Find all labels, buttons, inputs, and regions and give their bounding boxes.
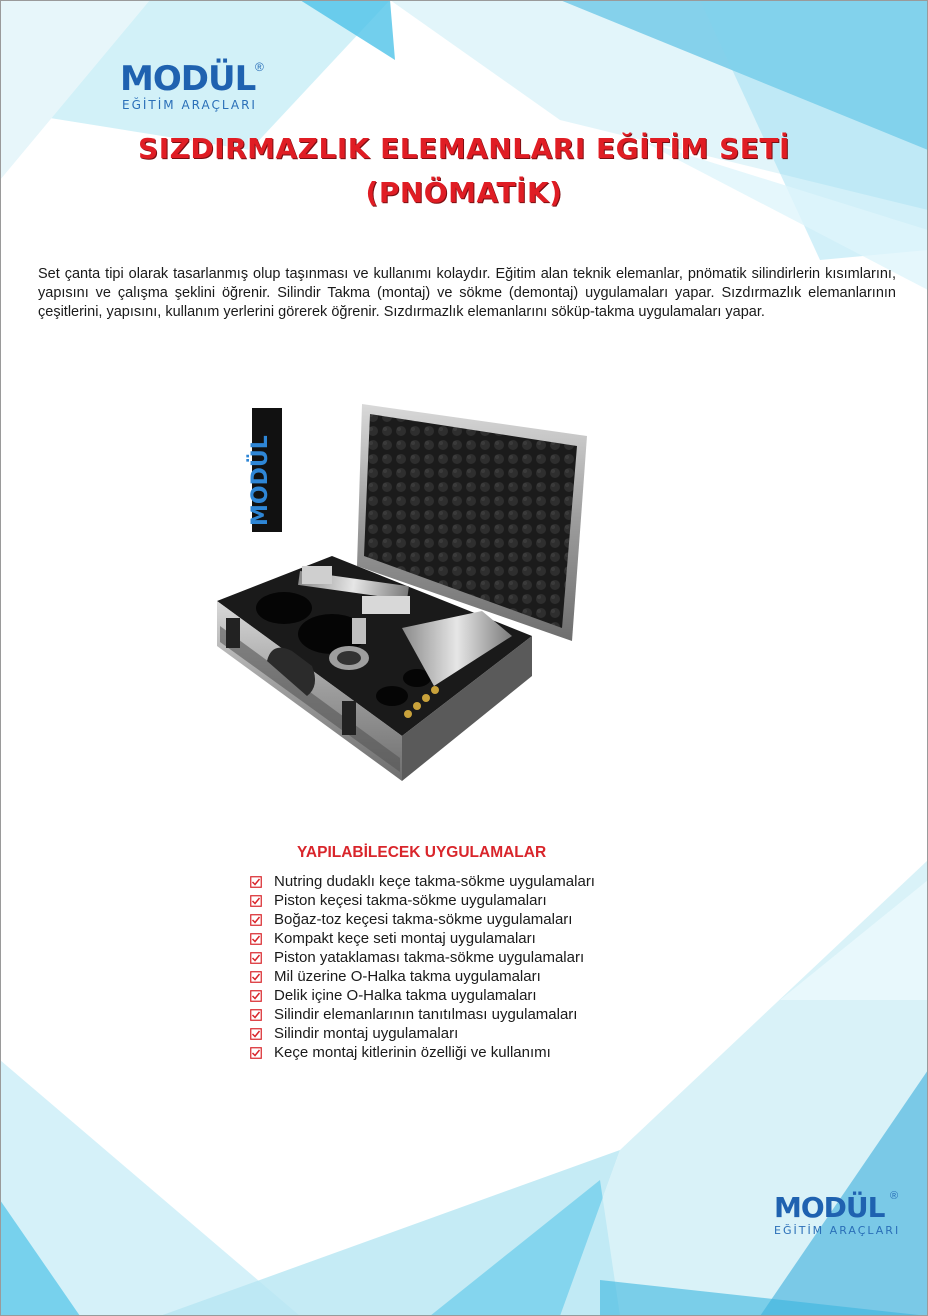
brand-name-footer: MODÜL — [774, 1191, 885, 1224]
brand-logo — [120, 59, 270, 112]
checkbox-checked-icon — [250, 933, 262, 945]
list-item-label: Silindir elemanlarının tanıtılması uygulamaları — [274, 1006, 578, 1023]
checkbox-checked-icon — [250, 1028, 262, 1040]
brand-logo-footer — [774, 1190, 914, 1237]
registered-mark-footer: ® — [890, 1190, 899, 1202]
svg-text:MODÜL: MODÜL — [248, 435, 273, 526]
registered-mark: ® — [255, 60, 264, 74]
list-item-label: Delik içine O-Halka takma uygulamaları — [274, 987, 537, 1004]
checkbox-checked-icon — [250, 990, 262, 1002]
brand-subtitle: EĞİTİM ARAÇLARI — [122, 98, 257, 112]
checkbox-checked-icon — [250, 1047, 262, 1059]
list-item — [250, 1043, 595, 1062]
list-item-label: Silindir montaj uygulamaları — [274, 1025, 459, 1042]
checkbox-checked-icon — [250, 1009, 262, 1021]
list-item — [250, 910, 595, 929]
list-item-label: Nutring dudaklı keçe takma-sökme uygulamaları — [274, 873, 595, 890]
list-item-label: Kompakt keçe seti montaj uygulamaları — [274, 930, 536, 947]
checkbox-checked-icon — [250, 914, 262, 926]
checkbox-checked-icon — [250, 895, 262, 907]
checkbox-checked-icon — [250, 971, 262, 983]
list-item — [250, 948, 595, 967]
list-item — [250, 1024, 595, 1043]
checkbox-checked-icon — [250, 952, 262, 964]
list-item — [250, 872, 595, 891]
list-item — [250, 967, 595, 986]
brand-subtitle-footer: EĞİTİM ARAÇLARI — [774, 1224, 901, 1237]
page-title-line-2: (PNÖMATİK) — [365, 176, 563, 209]
list-item — [250, 986, 595, 1005]
list-item — [250, 891, 595, 910]
list-item — [250, 1005, 595, 1024]
checkbox-checked-icon — [250, 876, 262, 888]
list-item-label: Boğaz-toz keçesi takma-sökme uygulamaları — [274, 911, 573, 928]
intro-paragraph: Set çanta tipi olarak tasarlanmış olup taşınması ve kullanımı kolaydır. Eğitim alan teknik elemanlar, pnömatik silindirlerin kısımlarını, yapısını ve çalışma şeklini öğrenir. Silindir Takma (montaj) ve sökme (demontaj) uygulamaları yapar. Sızdırmazlık elemanlarının çeşitlerini, yapısını, kullanım yerlerini görerek öğrenir. Sızdırmazlık elemanlarını söküp-takma uygulamaları yapar. — [38, 266, 896, 320]
list-item-label: Keçe montaj kitlerinin özelliği ve kullanımı — [274, 1044, 551, 1061]
brand-name: MODÜL — [120, 59, 256, 99]
applications-heading: YAPILABİLECEK UYGULAMALAR — [297, 844, 547, 861]
list-item-label: Piston keçesi takma-sökme uygulamaları — [274, 892, 547, 909]
product-photo-case — [212, 396, 592, 786]
list-item-label: Piston yataklaması takma-sökme uygulamaları — [274, 949, 585, 966]
list-item — [250, 929, 595, 948]
page-title-line-1: SIZDIRMAZLIK ELEMANLARI EĞİTİM SETİ — [138, 132, 790, 165]
list-item-label: Mil üzerine O-Halka takma uygulamaları — [274, 968, 541, 985]
applications-list — [250, 872, 595, 1062]
